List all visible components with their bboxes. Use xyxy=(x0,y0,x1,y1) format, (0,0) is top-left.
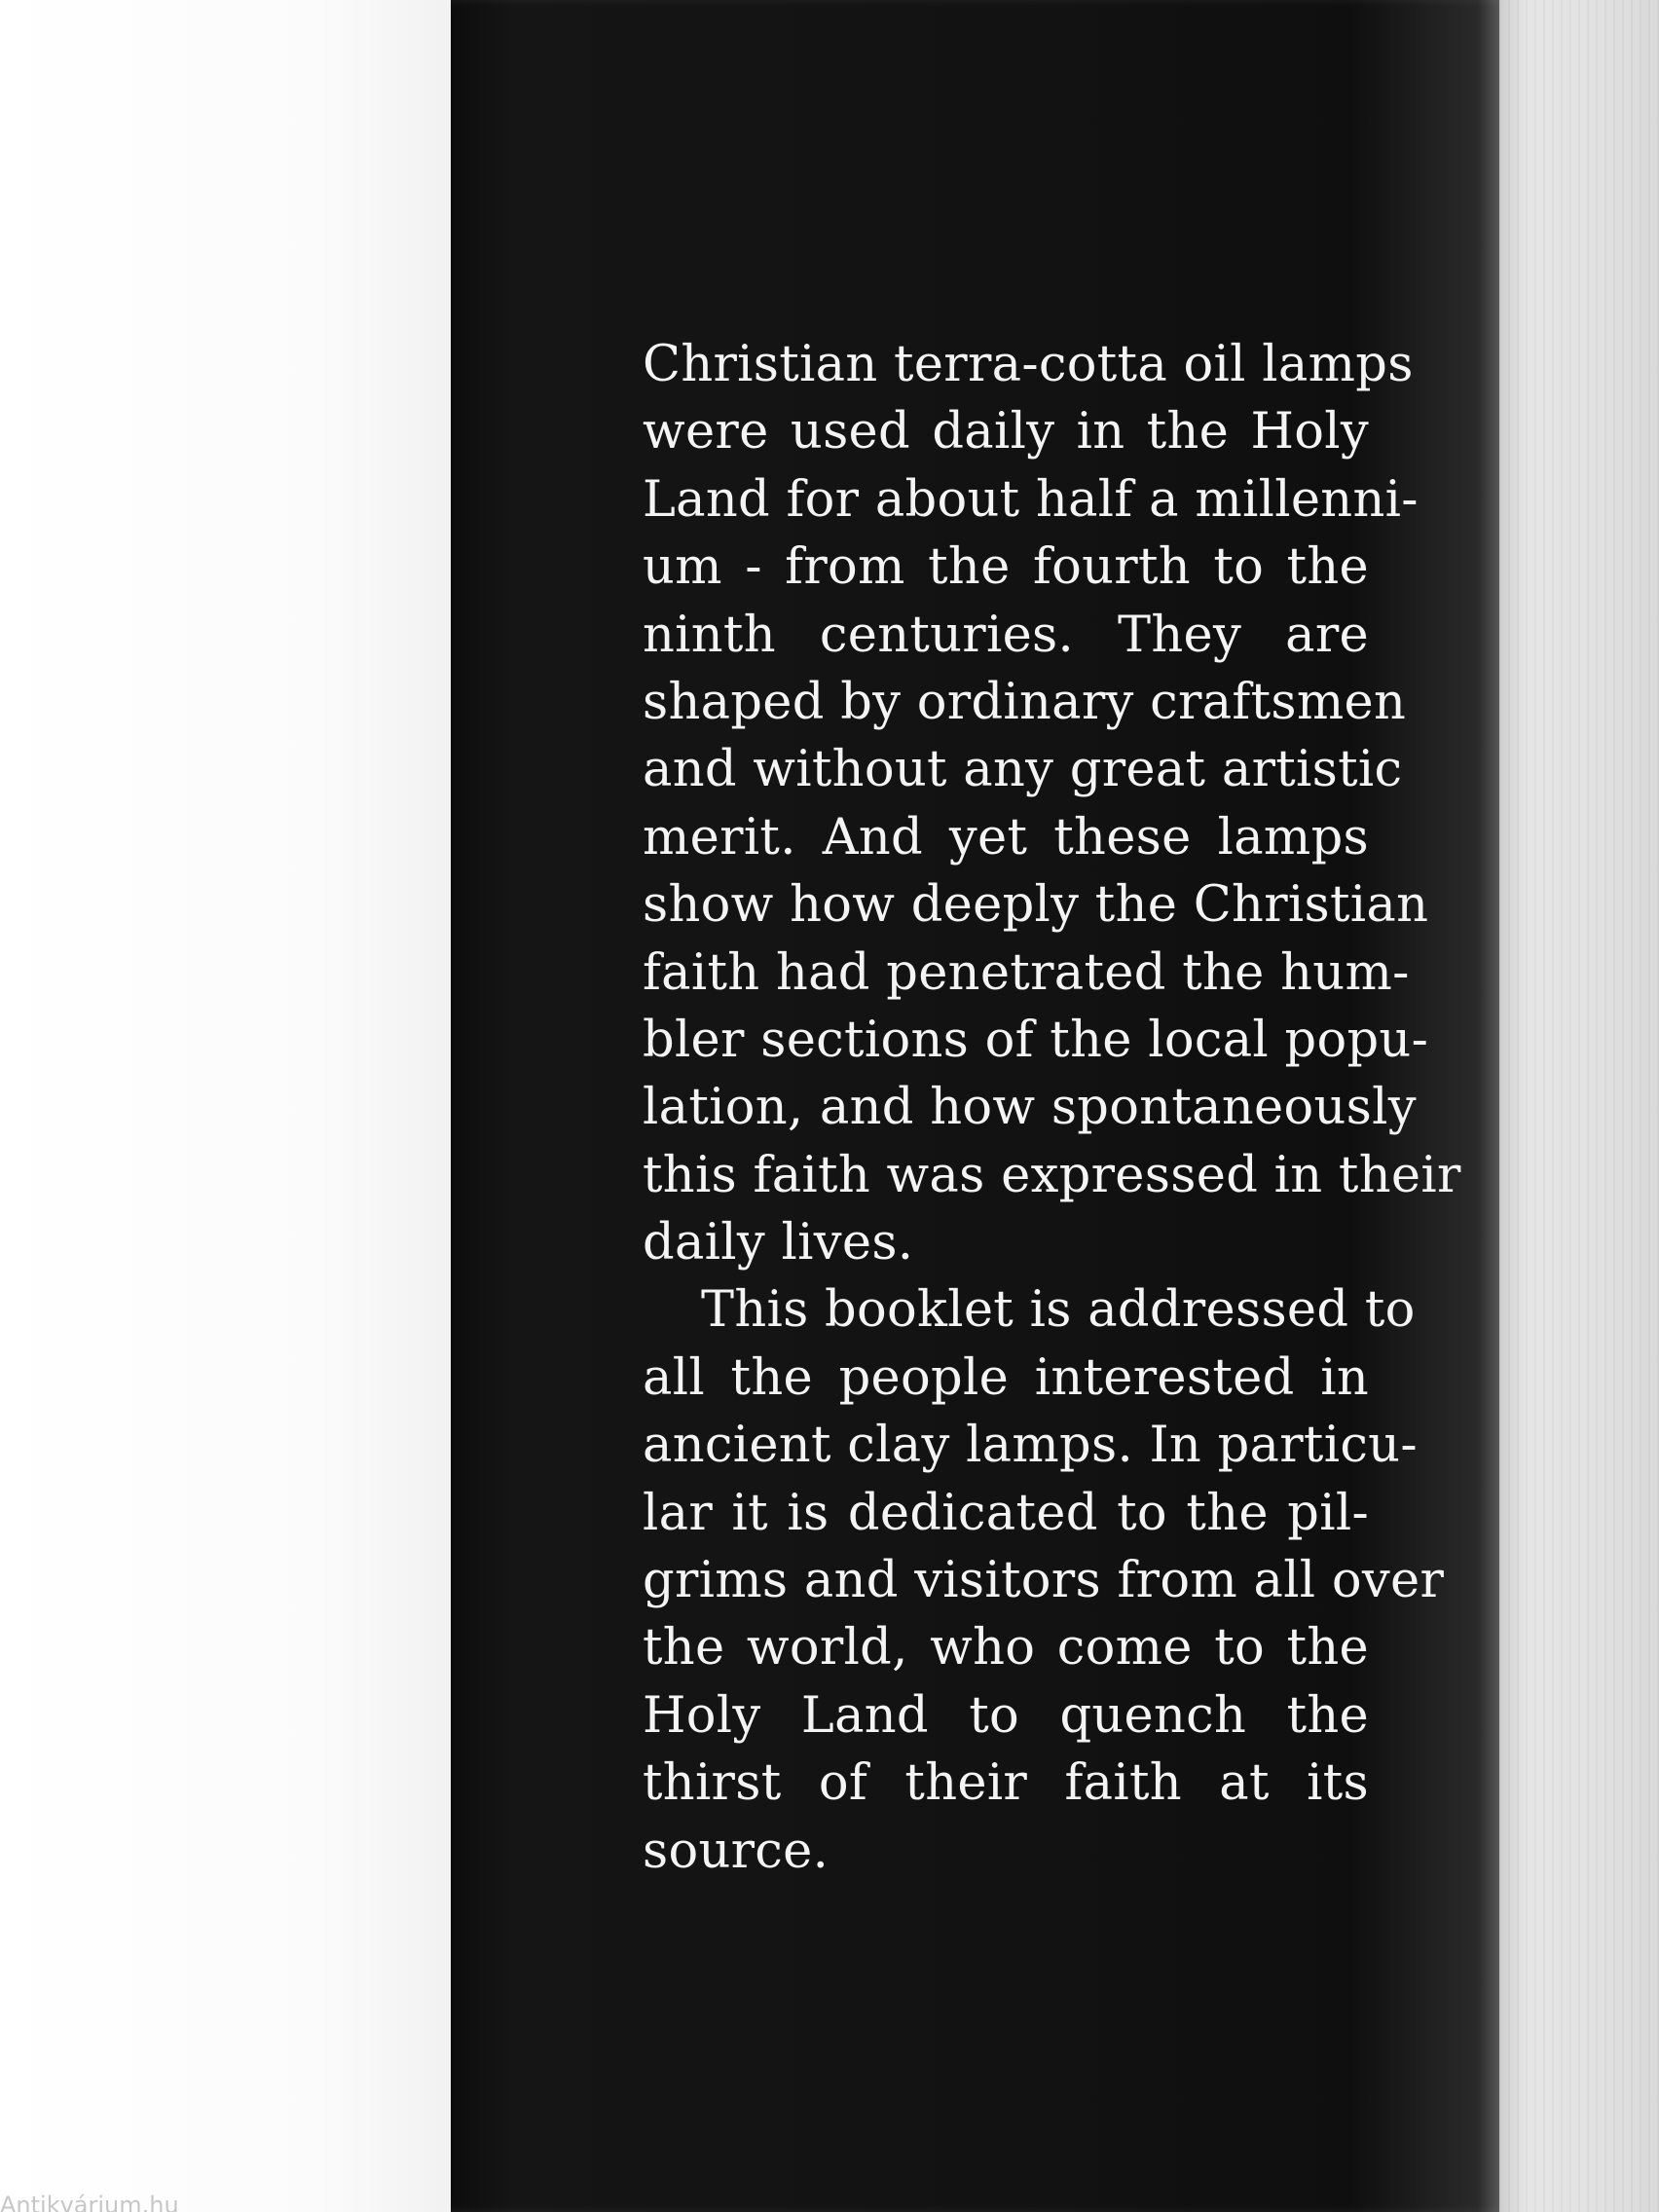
blurb-line: and without any great artistic xyxy=(643,741,1403,799)
blurb-line: bler sections of the local popu- xyxy=(643,1011,1429,1069)
blurb-line: merit. And yet these lamps xyxy=(643,808,1369,866)
blurb-line: show how deeply the Christian xyxy=(643,876,1429,935)
blurb-line: lar it is dedicated to the pil- xyxy=(643,1484,1369,1542)
blurb-line: grims and visitors from all over xyxy=(643,1552,1445,1610)
cover-blurb xyxy=(643,331,1461,1885)
blurb-line: this faith was expressed in their xyxy=(643,1146,1461,1204)
blurb-line: Holy Land to quench the xyxy=(643,1686,1369,1745)
blurb-line: source. xyxy=(643,1822,830,1880)
blurb-line: the world, who come to the xyxy=(643,1619,1369,1677)
blurb-line: Christian terra-cotta oil lamps xyxy=(643,336,1414,393)
blurb-line: were used daily in the Holy xyxy=(643,403,1369,461)
blurb-line: all the people interested in xyxy=(643,1348,1369,1407)
blurb-line: daily lives. xyxy=(643,1214,914,1272)
blurb-line: shaped by ordinary craftsmen xyxy=(643,673,1407,731)
blurb-line: um - from the fourth to the xyxy=(643,538,1369,597)
watermark-stamp: Antikvárium.hu xyxy=(0,2192,179,2212)
blurb-line: faith had penetrated the hum- xyxy=(643,943,1410,1002)
blurb-line: Land for about half a millenni- xyxy=(643,470,1419,529)
blurb-line: thirst of their faith at its xyxy=(643,1754,1369,1813)
page-edge-strip xyxy=(1499,0,1659,2212)
blurb-line: ancient clay lamps. In particu- xyxy=(643,1417,1418,1475)
blurb-line: ninth centuries. They are xyxy=(643,606,1369,664)
left-blank-page xyxy=(0,0,458,2212)
blurb-line: lation, and how spontaneously xyxy=(643,1079,1417,1137)
blurb-line: This booklet is addressed to xyxy=(701,1281,1416,1340)
